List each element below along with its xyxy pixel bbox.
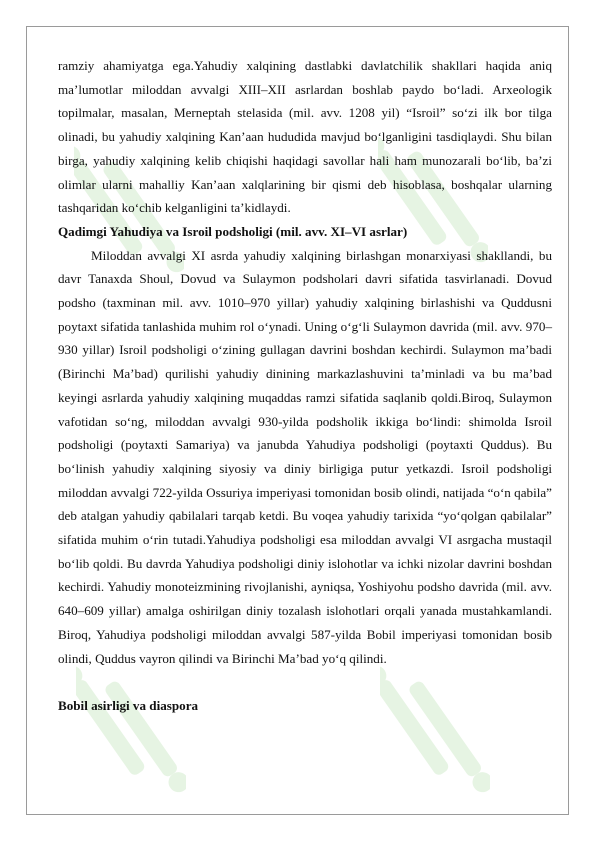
section-heading-babylonian-exile: Bobil asirligi va diaspora [58,697,199,713]
section-heading-ancient-judea: Qadimgi Yahudiya va Isroil podsholigi (mil. avv. XI–VI asrlar) [58,223,408,239]
document-body [58,54,552,718]
paragraph-intro: ramziy ahamiyatga ega.Yahudiy xalqining dastlabki davlatchilik shakllari haqida aniq ma’lumotlar miloddan avvalgi XIII–XII asrlardan boshlab paydo bo‘ladi. Arxeologik topilmalar, masalan, Merneptah stelasida (mil. avv. 1208 yil) “Isroil” so‘zi ilk bor tilga olinadi, bu yahudiy xalqining Kan’aan hududida mavjud bo‘lganligini tasdiqlaydi. Shu bilan birga, yahudiy xalqining kelib chiqishi haqidagi savollar hali ham munozarali bo‘lib, ba’zi olimlar ularni mahalliy Kan’aan xalqlarining bir qismi deb hisoblasa, boshqalar ularning tashqaridan ko‘chib kelganligini ta’kidlaydi. [58,58,552,216]
spacer [58,670,552,694]
paragraph-kingdom-history: Miloddan avvalgi XI asrda yahudiy xalqining birlashgan monarxiyasi shakllandi, bu davr Tanaxda Shoul, Dovud va Sulaymon podsholari davri sifatida tasvirlanadi. Dovud podsho (taxminan mil. avv. 1010–970 yillar) yahudiy xalqining birlashishi va Quddusni poytaxt sifatida tanlashida muhim rol o‘ynadi. Uning o‘g‘li Sulaymon davrida (mil. avv. 970–930 yillar) Isroil podsholigi o‘zining gullagan davrini boshdan kechirdi. Sulaymon ma’badi (Birinchi Ma’bad) qurilishi yahudiy dinining markazlashuvini ta’minladi va bu ma’bad keyingi asrlarda yahudiy xalqining muqaddas ramzi sifatida saqlanib qoldi.Biroq, Sulaymon vafotidan so‘ng, miloddan avvalgi 930-yilda podsholik ikkiga bo‘lindi: shimolda Isroil podsholigi (poytaxti Samariya) va janubda Yahudiya podsholigi (poytaxti Quddus). Bu bo‘linish yahudiy xalqining siyosiy va diniy birligiga putur yetkazdi. Isroil podsholigi miloddan avvalgi 722-yilda Ossuriya imperiyasi tomonidan bosib olindi, natijada “o‘n qabila” deb atalgan yahudiy qabilalari tarqab ketdi. Bu voqea yahudiy tarixida “yo‘qolgan qabilalar” sifatida muhim o‘rin tutadi.Yahudiya podsholigi esa miloddan avvalgi VI asrgacha mustaqil bo‘lib qoldi. Bu davrda Yahudiya podsholigi diniy islohotlar va ichki nizolar davrini boshdan kechirdi. Yahudiy monoteizmining rivojlanishi, ayniqsa, Yoshiyohu podsho davrida (mil. avv. 640–609 yillar) amalga oshirilgan diniy tozalash islohotlari orqali yanada mustahkamlandi. Biroq, Yahudiya podsholigi miloddan avvalgi 587-yilda Bobil imperiyasi tomonidan bosib olindi, Quddus vayron qilindi va Birinchi Ma’bad yo‘q qilindi. [58,247,552,666]
